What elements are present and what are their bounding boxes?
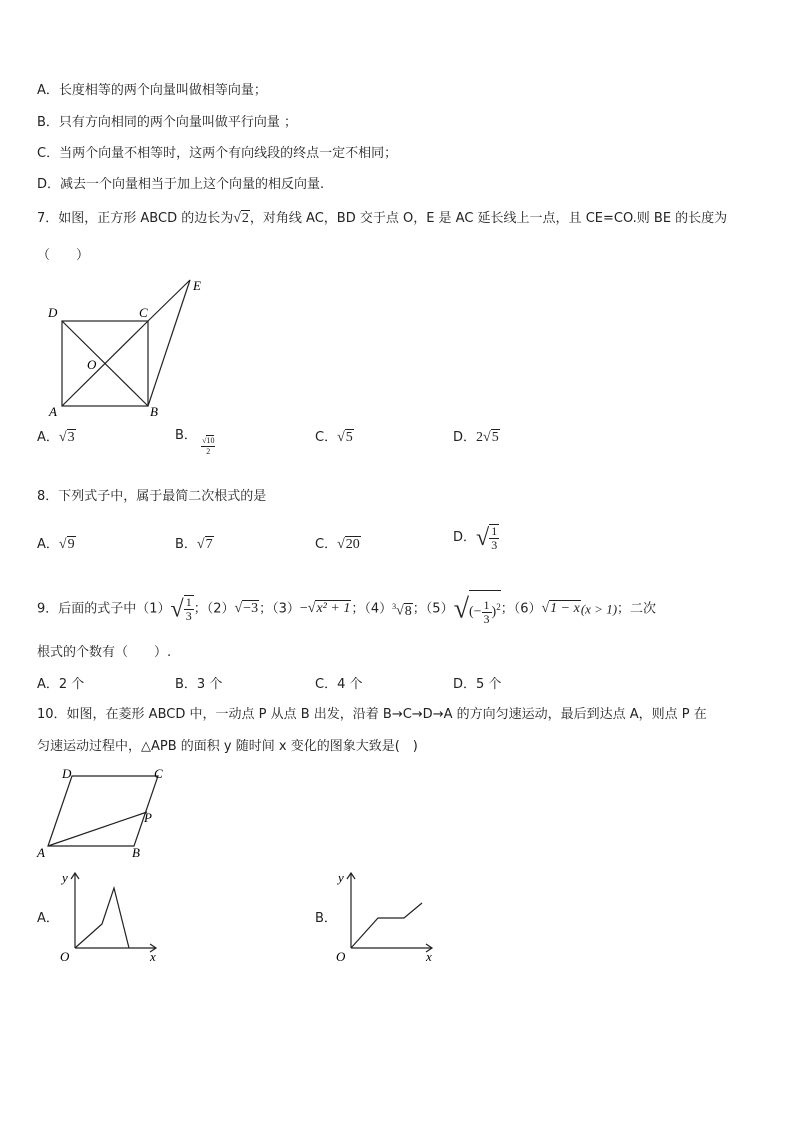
q8-option-a: A．√9 bbox=[37, 537, 75, 552]
q9-option-d: D．5 个 bbox=[453, 677, 502, 692]
q10-option-b-graph bbox=[332, 868, 442, 964]
q9-option-a: A．2 个 bbox=[37, 677, 85, 692]
axis-y-label: y bbox=[338, 870, 344, 885]
q9-stem: 9．后面的式子中（1）√ $\frac{1}{3}$ ；（2）√−3；（3）−√x² + 1；$(4)^3√8$；（5）√(− $\frac{1}{3}$ )$^2$；（6）√1 − x(x > 1)；二次 bbox=[37, 590, 656, 629]
q7-answer-paren: （ ） bbox=[37, 248, 90, 263]
q7-option-b: B． $\frac{√10}{2}$ bbox=[175, 428, 215, 456]
label-d: D bbox=[62, 766, 72, 781]
q9-stem-line2: 根式的个数有（ ）. bbox=[37, 645, 172, 660]
label-p: P bbox=[144, 810, 152, 825]
q8-option-b: B．√7 bbox=[175, 537, 213, 552]
q9-option-b: B．3 个 bbox=[175, 677, 223, 692]
label-b: B bbox=[150, 404, 158, 419]
q8-option-c: C．√20 bbox=[315, 537, 360, 552]
label-b: B bbox=[132, 845, 140, 860]
sqrt-expression: √2 bbox=[233, 211, 249, 226]
q7-option-a: A．√3 bbox=[37, 430, 75, 445]
label-c: C bbox=[139, 305, 148, 320]
q8-option-d: D．√ $\frac{1}{3}$ bbox=[453, 524, 498, 552]
label-e: E bbox=[193, 278, 201, 293]
label-a: A bbox=[49, 404, 57, 419]
origin-label: O bbox=[60, 949, 70, 964]
label-a: A bbox=[37, 845, 45, 860]
axis-x-label: x bbox=[150, 949, 156, 964]
q10-rhombus-figure bbox=[34, 762, 174, 862]
q7-square-figure bbox=[40, 272, 220, 422]
q7-stem: 7．如图，正方形 ABCD 的边长为√2，对角线 AC，BD 交于点 O，E 是 AC 延长线上一点，且 CE=CO.则 BE 的长度为 bbox=[37, 209, 727, 229]
q9-option-c: C．4 个 bbox=[315, 677, 363, 692]
q6-option-b: B．只有方向相同的两个向量叫做平行向量 ； bbox=[37, 115, 298, 130]
label-d: D bbox=[48, 305, 58, 320]
q6-option-d: D．减去一个向量相当于加上这个向量的相反向量. bbox=[37, 177, 325, 192]
q10-option-b-label: B． bbox=[315, 911, 337, 926]
q6-option-c: C．当两个向量不相等时，这两个有向线段的终点一定不相同； bbox=[37, 146, 398, 161]
q10-option-a-graph bbox=[56, 868, 166, 964]
q10-stem-line2: 匀速运动过程中，△APB 的面积 y 随时间 x 变化的图象大致是( ) bbox=[37, 739, 418, 754]
axis-x-label: x bbox=[426, 949, 432, 964]
label-c: C bbox=[154, 766, 163, 781]
q6-option-a: A．长度相等的两个向量叫做相等向量； bbox=[37, 83, 267, 98]
q7-option-c: C．√5 bbox=[315, 430, 353, 445]
label-o: O bbox=[87, 357, 97, 372]
q7-option-d: D．2√5 bbox=[453, 430, 499, 445]
q8-stem: 8．下列式子中，属于最简二次根式的是 bbox=[37, 489, 267, 504]
q10-option-a-label: A． bbox=[37, 911, 59, 926]
origin-label: O bbox=[336, 949, 346, 964]
q10-stem-line1: 10．如图，在菱形 ABCD 中，一动点 P 从点 B 出发，沿着 B→C→D→A 的方向匀速运动，最后到达点 A，则点 P 在 bbox=[37, 707, 707, 722]
axis-y-label: y bbox=[62, 870, 68, 885]
